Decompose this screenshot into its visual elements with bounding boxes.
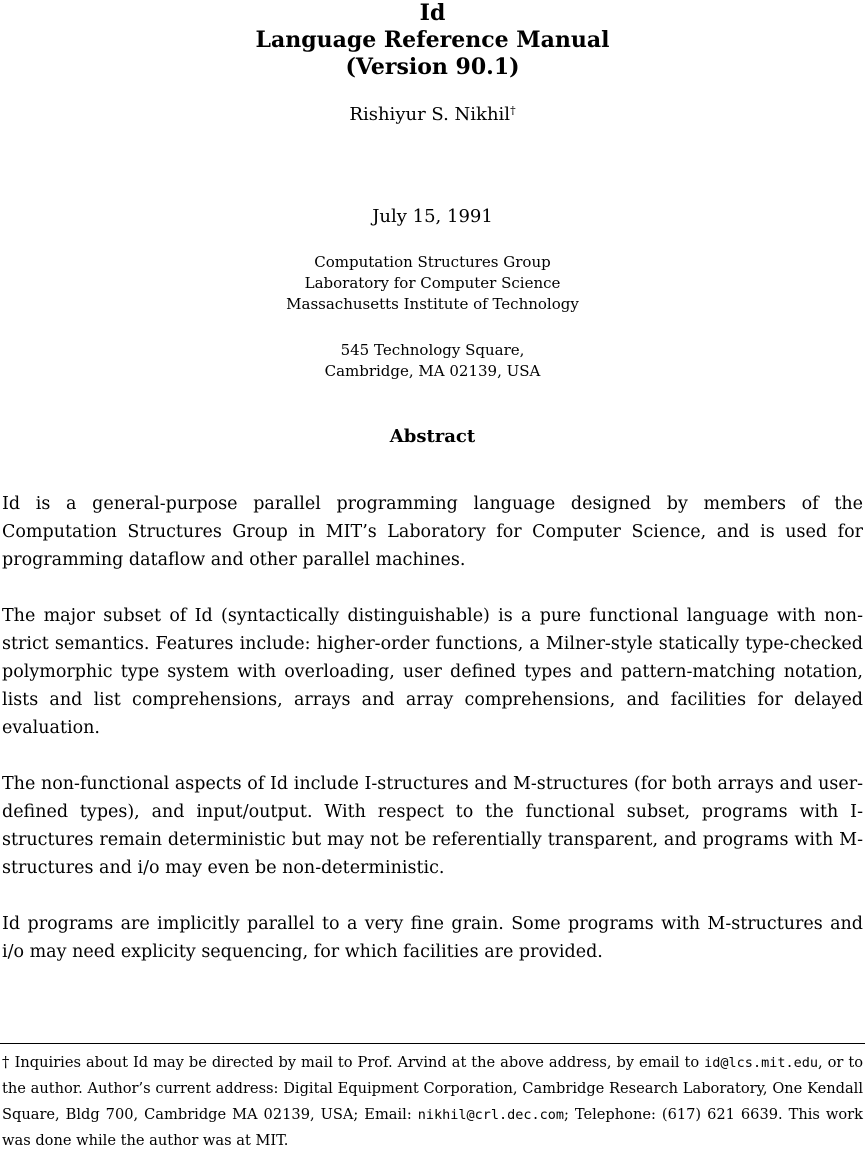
footnote [2,1050,863,1154]
affiliation-institute: Massachusetts Institute of Technology [286,295,579,313]
footnote-email-link[interactable]: id@lcs.mit.edu [704,1055,818,1071]
address-street: 545 Technology Square, [340,341,525,359]
title-line-3: (Version 90.1) [345,54,520,80]
abstract-paragraph: Id is a general-purpose parallel programming language designed by members of the Computation Structures Group in MIT’s Laboratory for Computer Science, and is used for programming dataflow and other parallel machines. [2,494,863,570]
affiliation-group: Computation Structures Group [314,253,551,271]
abstract-paragraph: The non-functional aspects of Id include I-structures and M-structures (for both arrays and user-defined types), and input/output. With respect to the functional subset, programs with I-structures remain deterministic but may not be referentially transparent, and programs with M-structures and i/o may even be non-deterministic. [2,774,863,878]
author-name: Rishiyur S. Nikhil [349,104,511,125]
title-line-2: Language Reference Manual [255,27,610,53]
footnote-email-link[interactable]: nikhil@crl.dec.com [417,1107,565,1123]
footnote-mark: † [2,1054,10,1071]
affiliation-lab: Laboratory for Computer Science [304,274,561,292]
affiliation [0,252,865,315]
author [0,103,865,127]
publication-date: July 15, 1991 [372,206,493,227]
abstract-paragraph: The major subset of Id (syntactically distinguishable) is a pure functional language with non-strict semantics. Features include: higher-order functions, a Milner-style statically type-checked polymorphic type system with overloading, user defined types and pattern-matching notation, lists and list comprehensions, arrays and array comprehensions, and facilities for delayed evaluation. [2,606,863,738]
footnote-text: , or to the author. Author’s current address: Digital Equipment Corporation, Cambridge Research Laboratory, One Kendall Square, Bldg 700, Cambridge MA 02139, USA; Email: [2,1054,863,1123]
postal-address [0,340,865,382]
footnote-text: Inquiries about Id may be directed by mail to Prof. Arvind at the above address, by email to [9,1054,705,1071]
abstract-heading: Abstract [389,426,476,447]
address-city: Cambridge, MA 02139, USA [324,362,541,380]
abstract-paragraph: Id programs are implicitly parallel to a very fine grain. Some programs with M-structures and i/o may need explicity sequencing, for which facilities are provided. [2,914,863,962]
document-title [0,0,865,81]
author-footnote-mark: † [510,104,516,117]
footnote-divider [0,1043,865,1044]
abstract-body [2,490,863,994]
footnote-text: ; Telephone: (617) 621 6639. This work was done while the author was at MIT. [2,1106,863,1149]
title-line-1: Id [419,0,446,26]
